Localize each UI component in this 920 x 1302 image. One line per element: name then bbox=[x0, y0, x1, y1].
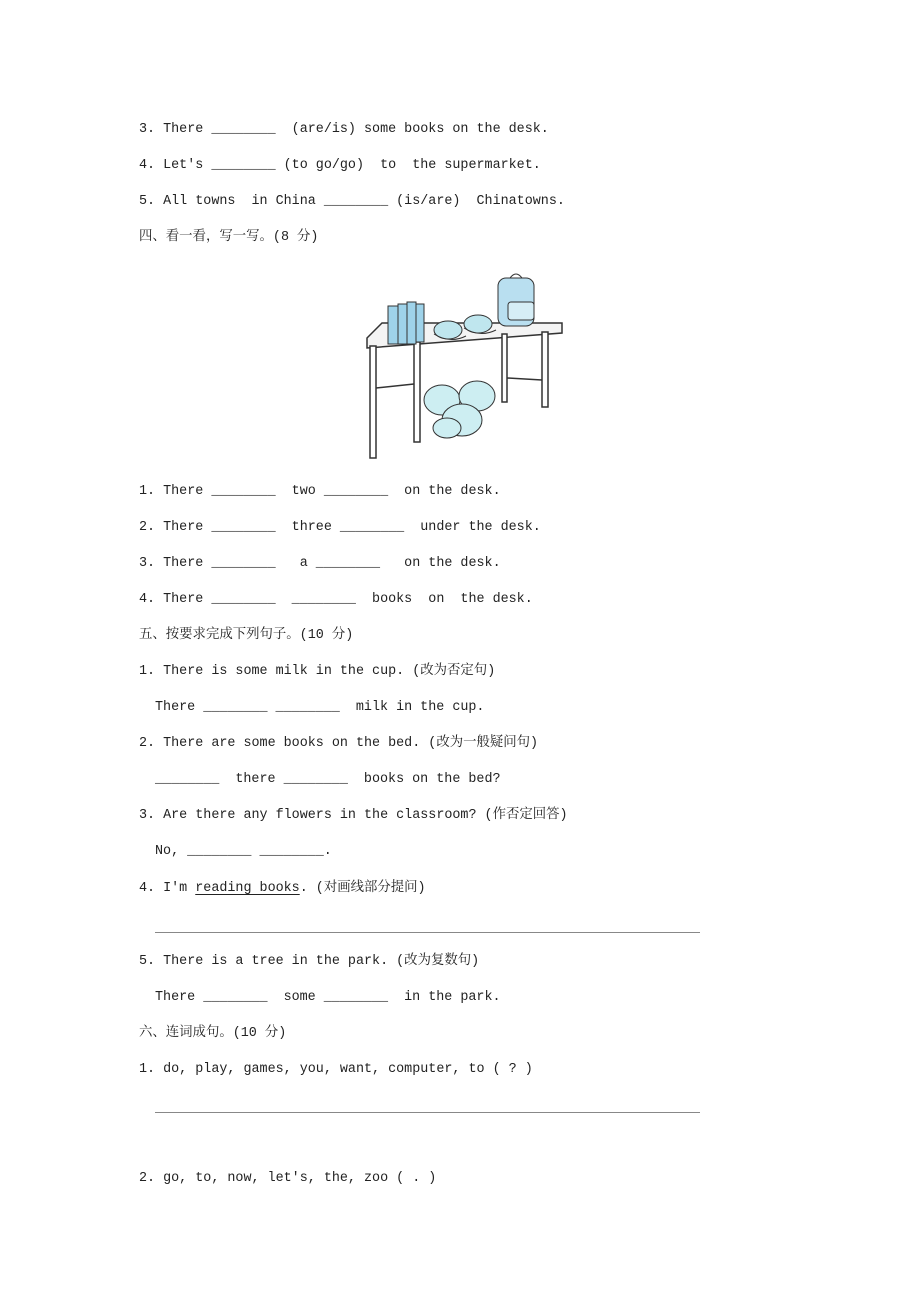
cats-icon bbox=[424, 381, 495, 438]
question bbox=[139, 880, 426, 898]
exercise-item: 1. There ________ two ________ on the desk. bbox=[139, 484, 501, 499]
question: 5. There is a tree in the park. (改为复数句) bbox=[139, 954, 480, 969]
exercise-item: 5. All towns in China ________ (is/are) Chinatowns. bbox=[139, 194, 565, 209]
question-prefix: 4. I'm bbox=[139, 881, 196, 896]
section-heading: 六、连词成句。(10 分) bbox=[139, 1026, 287, 1041]
question: 1. do, play, games, you, want, computer, to ( ? ) bbox=[139, 1062, 533, 1077]
section-heading: 四、看一看，写一写。(8 分) bbox=[139, 230, 319, 245]
books-icon bbox=[388, 302, 424, 344]
answer-line: There ________ ________ milk in the cup. bbox=[155, 700, 485, 715]
question: 1. There is some milk in the cup. (改为否定句) bbox=[139, 664, 496, 679]
answer-line: No, ________ ________. bbox=[155, 844, 332, 859]
answer-rule bbox=[155, 1112, 700, 1113]
exercise-item: 4. Let's ________ (to go/go) to the supermarket. bbox=[139, 158, 541, 173]
exercise-item: 2. There ________ three ________ under the desk. bbox=[139, 520, 541, 535]
question-suffix: . (对画线部分提问) bbox=[299, 881, 426, 896]
question: 2. There are some books on the bed. (改为一般疑问句) bbox=[139, 736, 539, 751]
answer-line: ________ there ________ books on the bed? bbox=[155, 772, 501, 787]
question: 2. go, to, now, let's, the, zoo ( . ) bbox=[139, 1171, 437, 1186]
question: 3. Are there any flowers in the classroom? (作否定回答) bbox=[139, 808, 568, 823]
underlined-phrase: reading books bbox=[195, 881, 300, 896]
section-heading: 五、按要求完成下列句子。(10 分) bbox=[139, 628, 354, 643]
exercise-item: 3. There ________ a ________ on the desk. bbox=[139, 556, 501, 571]
exercise-item: 3. There ________ (are/is) some books on the desk. bbox=[139, 122, 549, 137]
answer-rule bbox=[155, 932, 700, 933]
desk-illustration bbox=[362, 268, 568, 464]
exercise-item: 4. There ________ ________ books on the desk. bbox=[139, 592, 533, 607]
answer-line: There ________ some ________ in the park. bbox=[155, 990, 501, 1005]
backpack-icon bbox=[498, 274, 534, 326]
